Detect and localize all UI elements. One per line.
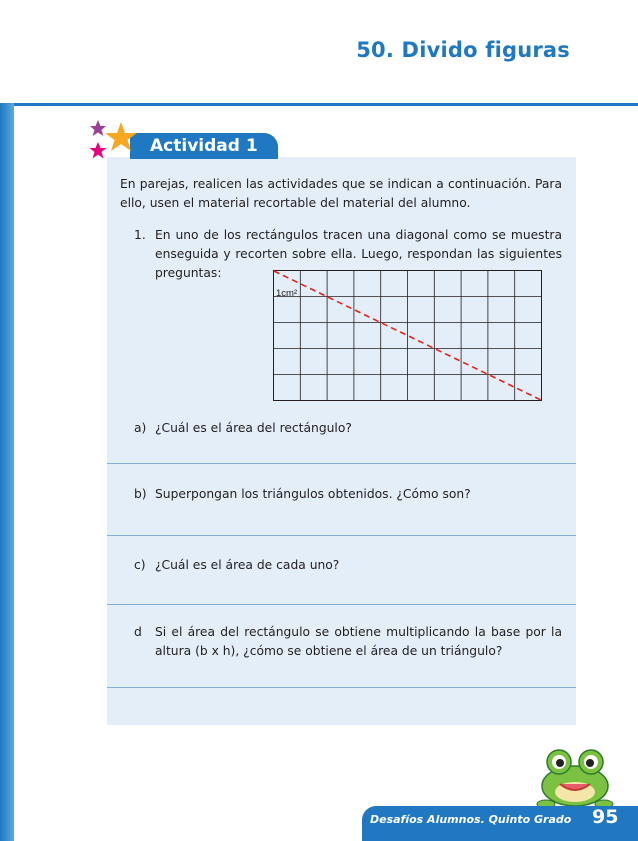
answer-line xyxy=(107,604,576,605)
question-c xyxy=(134,556,339,575)
rectangle-grid xyxy=(273,270,543,402)
orange-star-icon xyxy=(105,122,137,151)
answer-line xyxy=(107,463,576,464)
frog-mascot-icon xyxy=(536,744,614,810)
question-letter: a) xyxy=(134,421,147,435)
page-number: 95 xyxy=(592,806,619,828)
item-1-number: 1. xyxy=(134,228,146,242)
item-1-text: En uno de los rectángulos tracen una diagonal como se muestra enseguida y recorten sobre ella. Luego, respondan las siguientes preguntas: xyxy=(155,228,562,280)
question-text: Superpongan los triángulos obtenidos. ¿Cómo son? xyxy=(155,487,471,501)
answer-line xyxy=(107,687,576,688)
question-b xyxy=(134,485,471,504)
grid-label: 1cm² xyxy=(276,288,298,299)
activity-stars-icon xyxy=(88,118,140,166)
question-text: ¿Cuál es el área del rectángulo? xyxy=(155,421,352,435)
pink-star-icon xyxy=(90,142,107,159)
question-letter: c) xyxy=(134,558,146,572)
instructions-text: En parejas, realicen las actividades que se indican a continuación. Para ello, usen el material recortable del material del alumno. xyxy=(120,177,562,210)
question-text: ¿Cuál es el área de cada uno? xyxy=(155,558,340,572)
question-letter: d xyxy=(134,625,142,639)
small-star-icon xyxy=(90,120,106,136)
answer-line xyxy=(107,535,576,536)
question-letter: b) xyxy=(134,487,147,501)
footer-book-title: Desafíos Alumnos. Quinto Grado xyxy=(370,813,572,826)
activity-tab-label: Actividad 1 xyxy=(150,136,258,156)
left-decorative-stripe xyxy=(0,103,14,841)
question-d xyxy=(134,623,562,661)
question-text: Si el área del rectángulo se obtiene multiplicando la base por la altura (b x h), ¿cómo se obtiene el área de un triángulo? xyxy=(155,625,562,658)
question-a xyxy=(134,419,352,438)
chapter-title: 50. Divido figuras xyxy=(356,38,570,62)
